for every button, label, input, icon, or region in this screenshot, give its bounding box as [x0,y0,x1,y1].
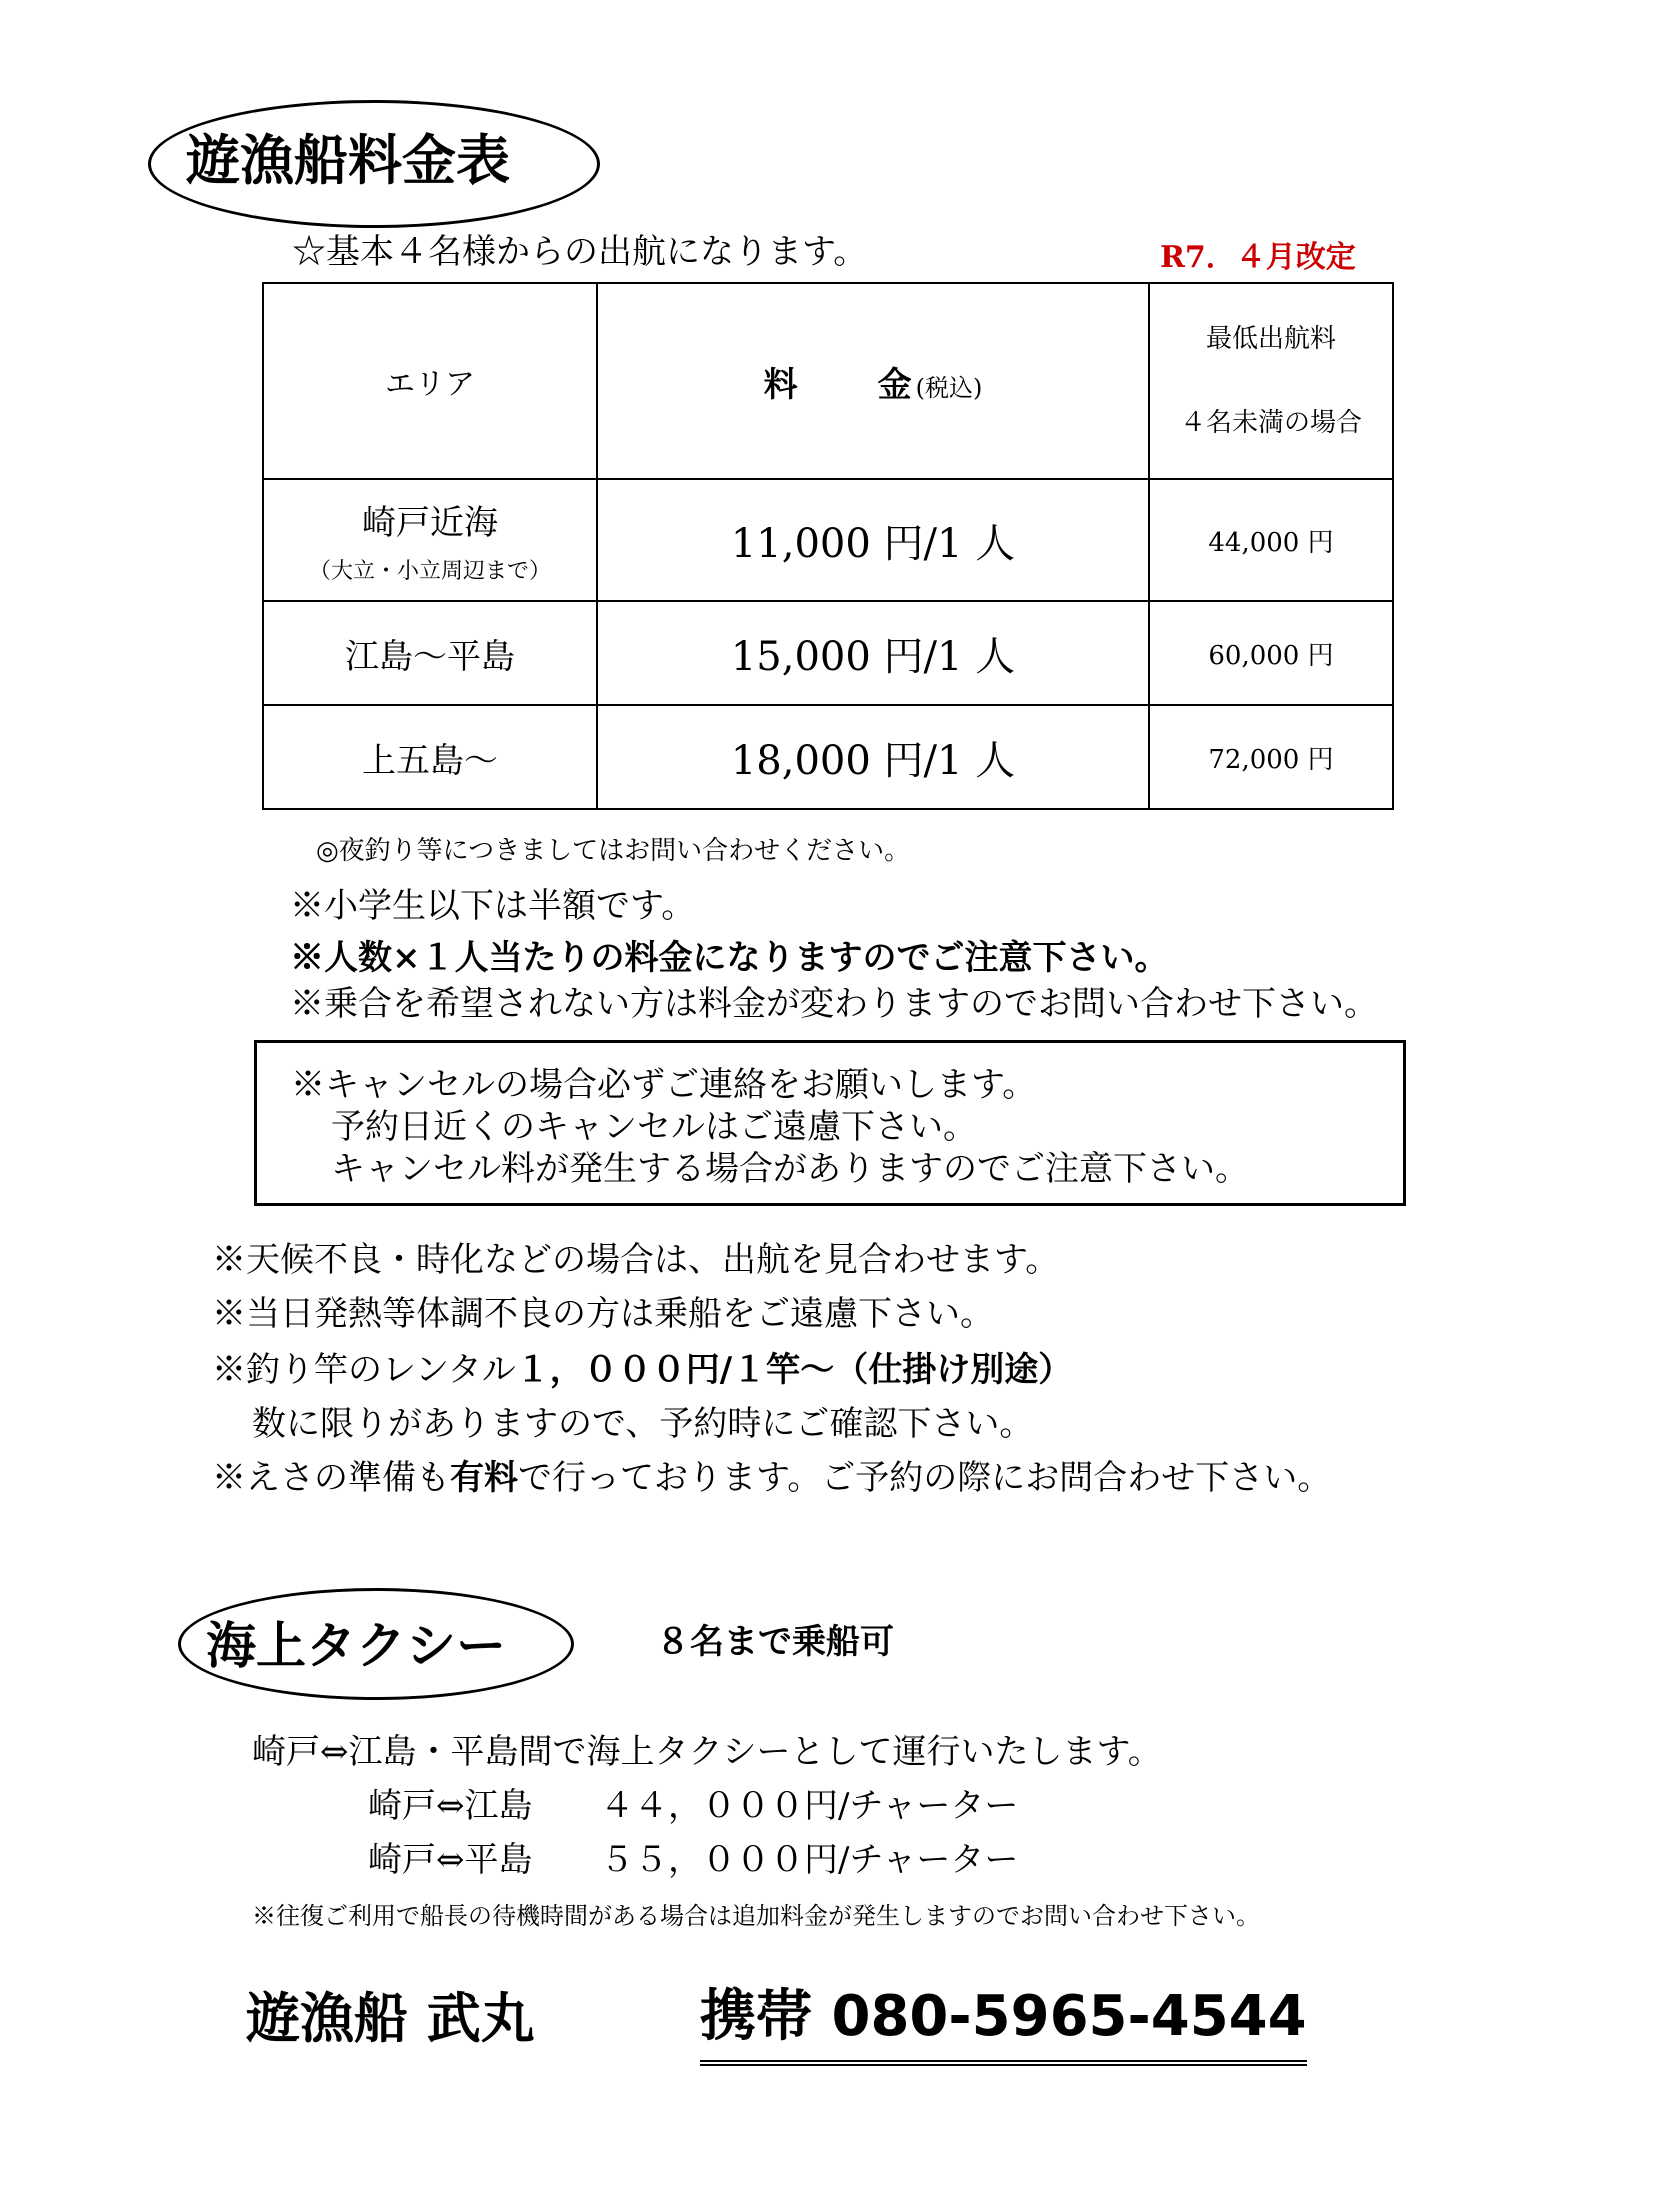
revision-label: R7．４月改定 [1160,240,1356,275]
taxi-route-ejima: 崎戸⇔江島 [368,1786,533,1826]
table-header-row [263,283,1393,479]
price-cell: 11,000 円/1 人 [597,479,1149,601]
col-header-fee: 料 金(税込) [597,283,1149,479]
operator-name: 遊漁船 武丸 [246,1986,535,2050]
cancel-line-1: ※キャンセルの場合必ずご連絡をお願いします。 [291,1065,1037,1105]
phone-number: 携帯 080-5965-4544 [700,1972,1307,2066]
table-row [263,601,1393,705]
col-header-area: エリア [263,283,597,479]
health-note: ※当日発熱等体調不良の方は乗船をご遠慮下さい。 [212,1294,994,1334]
min-fee-cell: 44,000 円 [1149,479,1393,601]
min-fee-cell: 60,000 円 [1149,601,1393,705]
taxi-description: 崎戸⇔江島・平島間で海上タクシーとして運行いたします。 [252,1732,1162,1772]
rod-rental-note-2: 数に限りがありますので、予約時にご確認下さい。 [252,1404,1034,1444]
shared-boat-note: ※乗合を希望されない方は料金が変わりますのでお問い合わせ下さい。 [290,984,1378,1024]
price-cell: 18,000 円/1 人 [597,705,1149,809]
taxi-price-hirashima: ５５，０００円/チャーター [600,1840,1019,1880]
min-fee-cell: 72,000 円 [1149,705,1393,809]
bait-note: ※えさの準備も有料で行っております。ご予約の際にお問合わせ下さい。 [212,1458,1332,1498]
cancel-notice-box [254,1040,1406,1206]
fee-table [262,282,1394,810]
night-fishing-note: ◎夜釣り等につきましてはお問い合わせください。 [316,836,911,866]
table-row [263,479,1393,601]
taxi-capacity: ８名まで乗船可 [656,1622,894,1662]
per-person-note: ※人数×１人当たりの料金になりますのでご注意下さい。 [290,938,1169,978]
area-cell: 上五島～ [263,705,597,809]
table-row [263,705,1393,809]
area-cell: 崎戸近海 （大立・小立周辺まで） [263,479,597,601]
taxi-price-ejima: ４４，０００円/チャーター [600,1786,1019,1826]
taxi-waiting-note: ※往復ご利用で船長の待機時間がある場合は追加料金が発生しますのでお問い合わせ下さい。 [252,1902,1260,1930]
cancel-line-3: キャンセル料が発生する場合がありますのでご注意下さい。 [331,1149,1249,1189]
cancel-line-2: 予約日近くのキャンセルはご遠慮下さい。 [331,1107,977,1147]
taxi-title: 海上タクシー [206,1616,506,1675]
page-title: 遊漁船料金表 [186,128,510,192]
weather-note: ※天候不良・時化などの場合は、出航を見合わせます。 [212,1240,1060,1280]
col-header-min-fee: 最低出航料 ４名未満の場合 [1149,283,1393,479]
basic-note: ☆基本４名様からの出航になります。 [292,232,868,272]
children-note: ※小学生以下は半額です。 [290,886,696,926]
taxi-route-hirashima: 崎戸⇔平島 [368,1840,533,1880]
price-cell: 15,000 円/1 人 [597,601,1149,705]
rod-rental-note: ※釣り竿のレンタル１，０００円/１竿～（仕掛け別途） [212,1350,1073,1390]
area-cell: 江島～平島 [263,601,597,705]
